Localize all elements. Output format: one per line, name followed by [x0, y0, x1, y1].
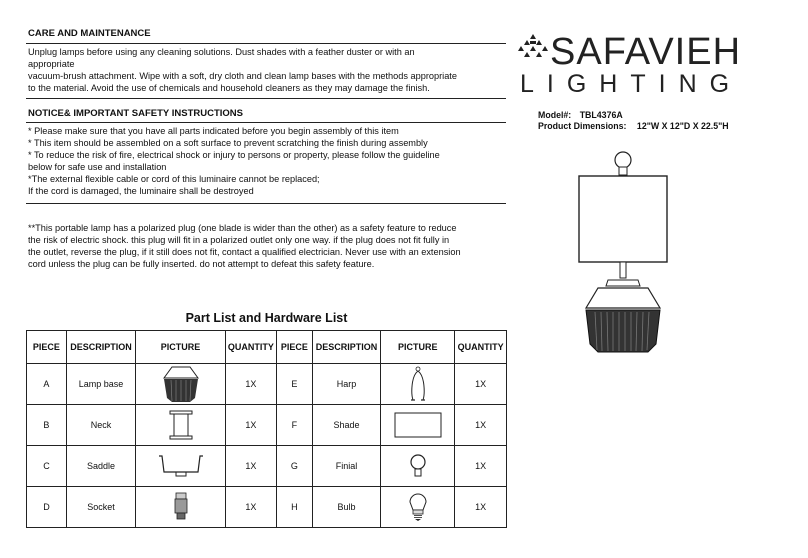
header-piece: PIECE: [27, 331, 67, 364]
description-cell: Lamp base: [66, 364, 135, 405]
harp-icon: [408, 366, 428, 402]
finial-icon: [408, 453, 428, 479]
brand-sub: LIGHTING: [520, 70, 743, 98]
picture-cell: [136, 487, 226, 528]
socket-icon: [171, 491, 191, 523]
plug-notice: **This portable lamp has a polarized plug (one blade is wider than the other) as a safety feature to reduce the risk of electric shock. this plug will fit in a polarized outlet only one way. if the plug does not fit fully in the outlet, reverse the plug, if it still does not fit, contact a qualified electrician. Never use with an extension cord unless the plug can be fully inserted. do not attempt to defeat this safety feature.: [28, 223, 461, 269]
description-cell: Saddle: [66, 446, 135, 487]
model-line: [538, 110, 623, 120]
quantity-cell: 1X: [225, 446, 276, 487]
logo-mark-icon: [516, 33, 550, 61]
dimensions-label: Product Dimensions:: [538, 121, 627, 131]
header-description: DESCRIPTION: [66, 331, 135, 364]
neck-icon: [166, 409, 196, 441]
model-label: Model#:: [538, 110, 572, 120]
dimensions-value: 12"W X 12"D X 22.5"H: [636, 121, 729, 131]
picture-cell: [136, 405, 226, 446]
quantity-cell: 1X: [225, 364, 276, 405]
lamp-base-icon: [162, 364, 200, 404]
description-cell: Shade: [312, 405, 380, 446]
description-cell: Bulb: [312, 487, 380, 528]
quantity-cell: 1X: [455, 364, 507, 405]
table-lamp-icon: [568, 148, 678, 360]
table-row: [27, 364, 507, 405]
safety-text: * Please make sure that you have all parts indicated before you begin assembly of this item * This item should be assembled on a soft surface to prevent scratching the finish during assembly * To reduce the risk of fire, electrical shock or injury to persons or property, please follow the guideline below for safe use and installation *The external flexible cable or cord of this luminaire cannot be replaced; If the cord is damaged, the luminaire shall be destroyed: [28, 126, 440, 196]
safety-title: NOTICE& IMPORTANT SAFETY INSTRUCTIONS: [28, 108, 243, 119]
quantity-cell: 1X: [455, 405, 507, 446]
brand-logo: [516, 33, 550, 61]
shade-icon: [393, 411, 443, 439]
description-cell: Socket: [66, 487, 135, 528]
safety-divider: [26, 122, 506, 123]
picture-cell: [136, 446, 226, 487]
piece-cell: A: [27, 364, 67, 405]
picture-cell: [381, 364, 455, 405]
care-divider: [26, 43, 506, 44]
piece-cell: C: [27, 446, 67, 487]
table-row: [27, 487, 507, 528]
care-text: Unplug lamps before using any cleaning solutions. Dust shades with a feather duster or with an appropriate vacuum-brush attachment. Wipe with a soft, dry cloth and clean lamp bases with the methods appropriate to the material. Avoid the use of chemicals and household cleaners as they may damage the finish.: [28, 47, 457, 93]
picture-cell: [381, 405, 455, 446]
picture-cell: [381, 446, 455, 487]
header-description: DESCRIPTION: [312, 331, 380, 364]
table-row: [27, 405, 507, 446]
description-cell: Neck: [66, 405, 135, 446]
header-quantity: QUANTITY: [455, 331, 507, 364]
picture-cell: [136, 364, 226, 405]
parts-table: [26, 330, 507, 528]
description-cell: Finial: [312, 446, 380, 487]
header-picture: PICTURE: [136, 331, 226, 364]
saddle-icon: [156, 452, 206, 480]
quantity-cell: 1X: [455, 487, 507, 528]
brand-name: SAFAVIEH: [550, 31, 742, 73]
care-bottom-divider: [26, 98, 506, 99]
parts-title: Part List and Hardware List: [185, 311, 348, 325]
piece-cell: F: [276, 405, 312, 446]
lamp-illustration: [568, 148, 678, 360]
piece-cell: E: [276, 364, 312, 405]
header-piece: PIECE: [276, 331, 312, 364]
description-cell: Harp: [312, 364, 380, 405]
table-row: [27, 446, 507, 487]
safety-bottom-divider: [26, 203, 506, 204]
quantity-cell: 1X: [225, 405, 276, 446]
dimensions-line: [538, 121, 729, 131]
picture-cell: [381, 487, 455, 528]
piece-cell: G: [276, 446, 312, 487]
piece-cell: B: [27, 405, 67, 446]
care-title: CARE AND MAINTENANCE: [28, 28, 151, 39]
quantity-cell: 1X: [225, 487, 276, 528]
quantity-cell: 1X: [455, 446, 507, 487]
parts-header-row: [27, 331, 507, 364]
model-value: TBL4376A: [579, 110, 623, 120]
bulb-icon: [407, 492, 429, 522]
piece-cell: H: [276, 487, 312, 528]
header-quantity: QUANTITY: [225, 331, 276, 364]
piece-cell: D: [27, 487, 67, 528]
header-picture: PICTURE: [381, 331, 455, 364]
